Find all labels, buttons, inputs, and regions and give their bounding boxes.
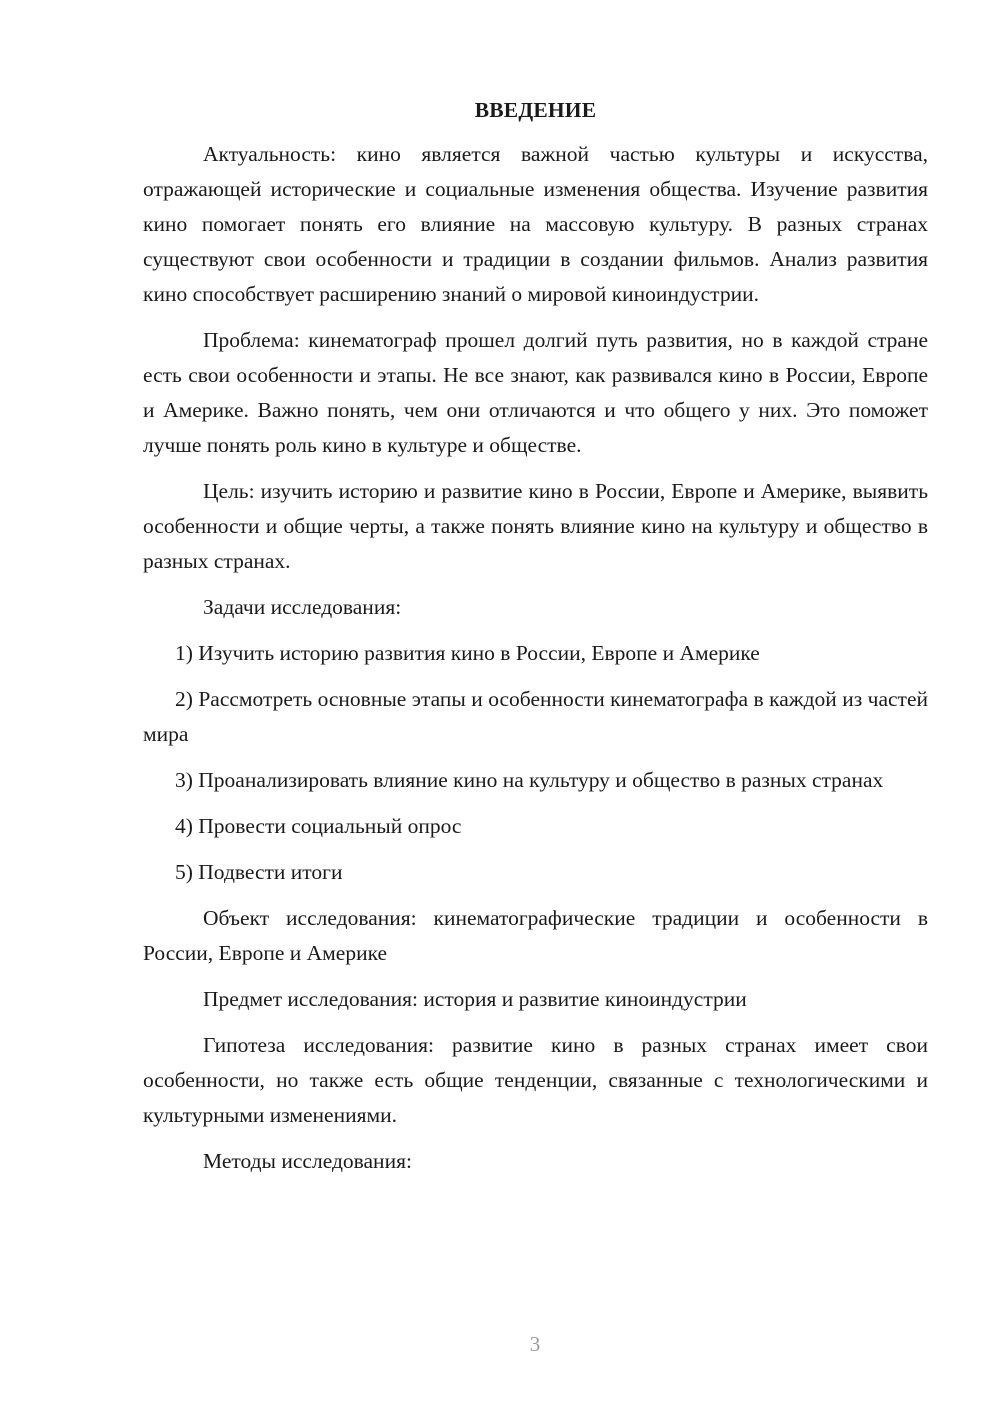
goal-paragraph: Цель: изучить историю и развитие кино в России, Европе и Америке, выявить особенности и общие черты, а также понять влияние кино на культуру и общество в разных странах. [143, 479, 928, 573]
subject-paragraph: Предмет исследования: история и развитие киноиндустрии [203, 987, 747, 1011]
page-number: 3 [529, 1332, 541, 1356]
object-paragraph: Объект исследования: кинематографические традиции и особенности в России, Европе и Америке [143, 906, 928, 965]
hypothesis-paragraph: Гипотеза исследования: развитие кино в разных странах имеет свои особенности, но также есть общие тенденции, связанные с технологическими и культурными изменениями. [143, 1033, 928, 1127]
task-item-5: 5) Подвести итоги [175, 860, 343, 884]
task-item-3: 3) Проанализировать влияние кино на культуру и общество в разных странах [175, 768, 884, 792]
task-item-1: 1) Изучить историю развития кино в России, Европе и Америке [175, 641, 760, 665]
document-page [143, 93, 928, 1190]
methods-heading: Методы исследования: [203, 1149, 412, 1173]
task-item-2: 2) Рассмотреть основные этапы и особенности кинематографа в каждой из частей мира [143, 687, 928, 746]
relevance-paragraph: Актуальность: кино является важной частью культуры и искусства, отражающей исторические и социальные изменения общества. Изучение развития кино помогает понять его влияние на массовую культуру. В разных странах существуют свои особенности и традиции в создании фильмов. Анализ развития кино способствует расширению знаний о мировой киноиндустрии. [143, 142, 928, 306]
section-heading: ВВЕДЕНИЕ [474, 98, 597, 122]
tasks-heading: Задачи исследования: [203, 595, 402, 619]
problem-paragraph: Проблема: кинематограф прошел долгий путь развития, но в каждой стране есть свои особенности и этапы. Не все знают, как развивался кино в России, Европе и Америке. Важно понять, чем они отличаются и что общего у них. Это поможет лучше понять роль кино в культуре и обществе. [143, 328, 928, 457]
task-item-4: 4) Провести социальный опрос [175, 814, 462, 838]
